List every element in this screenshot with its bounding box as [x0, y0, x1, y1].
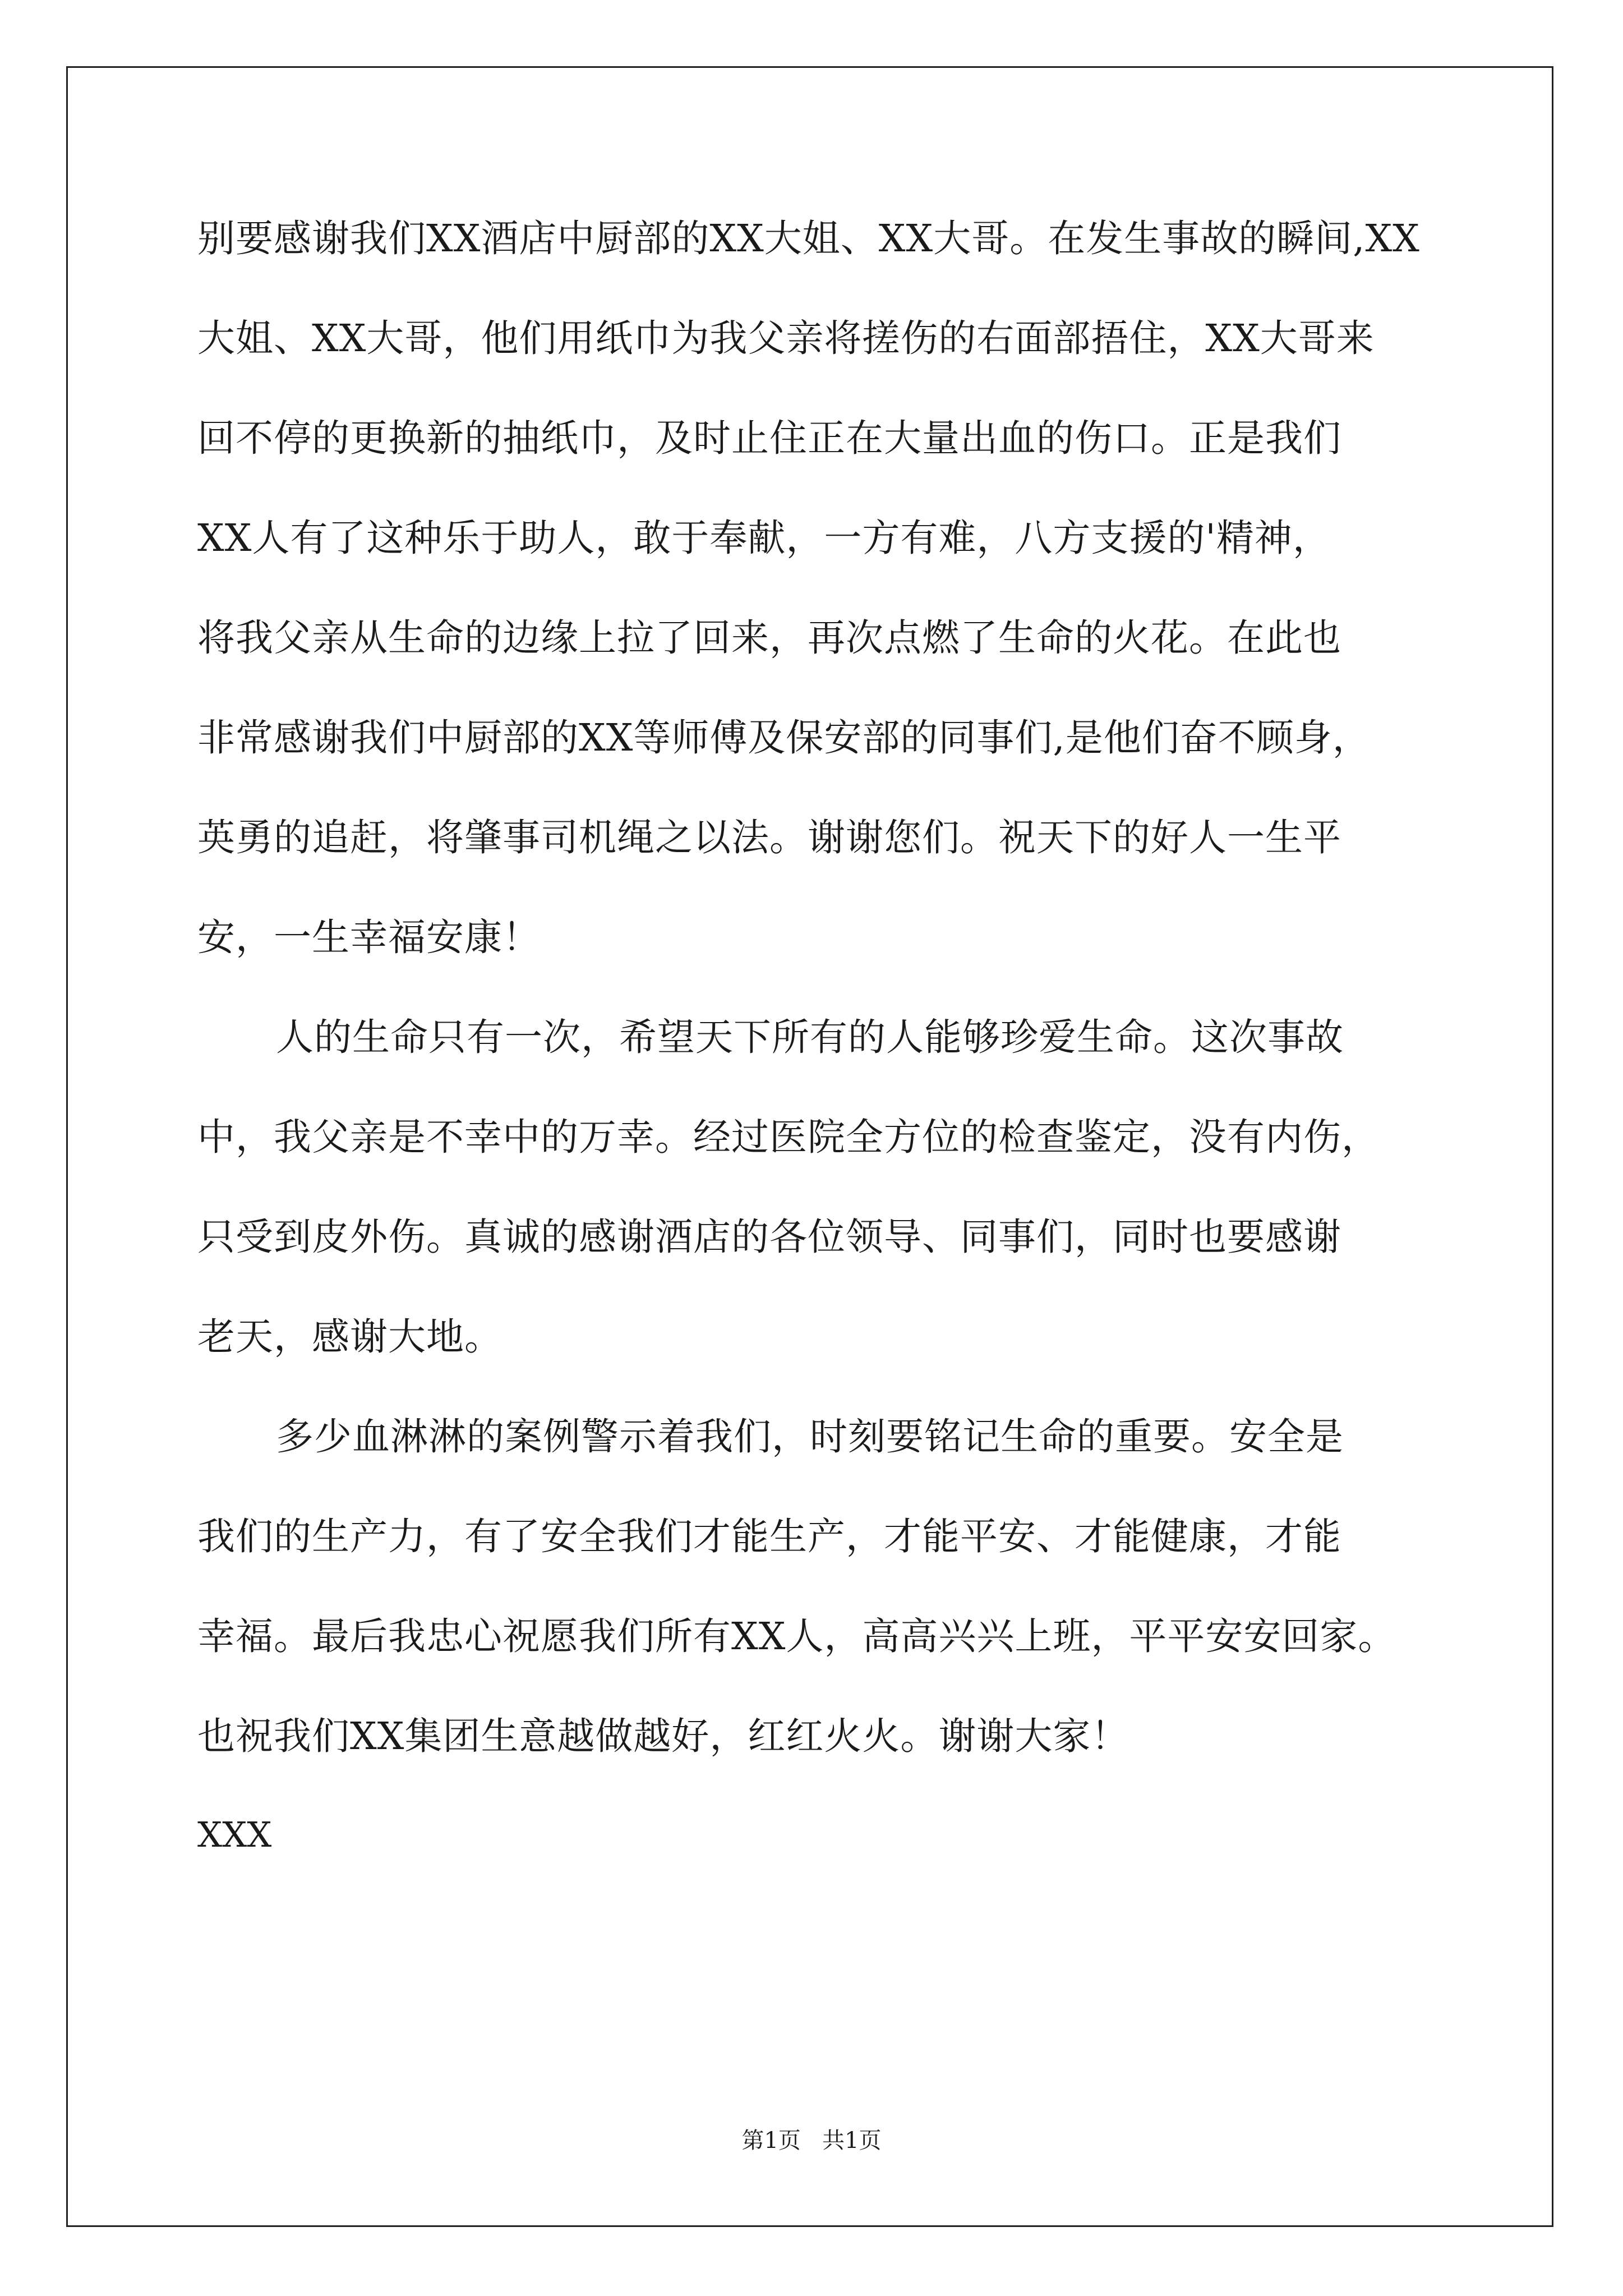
- text-line: 英勇的追赶，将肇事司机绳之以法。谢谢您们。祝天下的好人一生平: [197, 816, 1341, 859]
- text-line: 只受到皮外伤。真诚的感谢酒店的各位领导、同事们，同时也要感谢: [197, 1215, 1341, 1259]
- text-line: 也祝我们XX集团生意越做越好，红红火火。谢谢大家！: [197, 1714, 1129, 1758]
- text-line: 幸福。最后我忠心祝愿我们所有XX人，高高兴兴上班，平平安安回家。: [197, 1614, 1396, 1658]
- paragraph-start: 多少血淋淋的案例警示着我们，时刻要铭记生命的重要。安全是: [276, 1415, 1344, 1458]
- text-line: XX人有了这种乐于助人，敢于奉献，一方有难，八方支援的'精神，: [197, 516, 1331, 560]
- text-line: 中，我父亲是不幸中的万幸。经过医院全方位的检查鉴定，没有内伤，: [197, 1115, 1380, 1159]
- text-line: 大姐、XX大哥，他们用纸巾为我父亲将搓伤的右面部捂住，XX大哥来: [197, 316, 1375, 360]
- page-footer: 第1页 共1页: [741, 2128, 882, 2154]
- text-line: 回不停的更换新的抽纸巾，及时止住正在大量出血的伤口。正是我们: [197, 416, 1341, 460]
- text-line: 将我父亲从生命的边缘上拉了回来，再次点燃了生命的火花。在此也: [197, 616, 1341, 660]
- text-line: 老天，感谢大地。: [197, 1315, 502, 1359]
- paragraph-start: 人的生命只有一次，希望天下所有的人能够珍爱生命。这次事故: [276, 1015, 1344, 1059]
- text-line: 安，一生幸福安康！: [197, 915, 541, 959]
- text-line: 别要感谢我们XX酒店中厨部的XX大姐、XX大哥。在发生事故的瞬间,XX: [197, 217, 1420, 260]
- text-line: 非常感谢我们中厨部的XX等师傅及保安部的同事们,是他们奋不顾身，: [197, 716, 1371, 760]
- document-body: [197, 217, 1431, 1855]
- signature: XXX: [197, 1814, 272, 1855]
- text-line: 我们的生产力，有了安全我们才能生产，才能平安、才能健康，才能: [197, 1515, 1341, 1558]
